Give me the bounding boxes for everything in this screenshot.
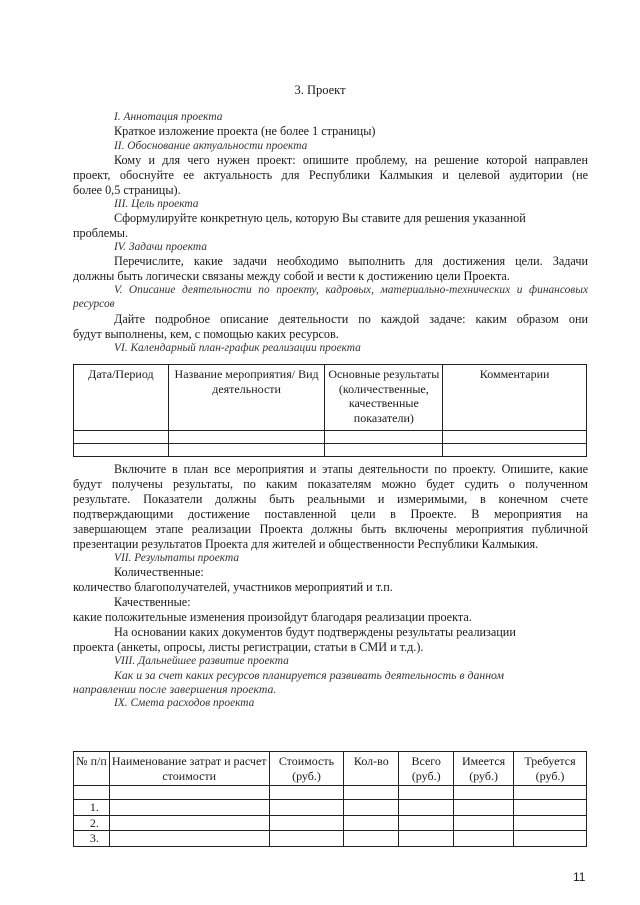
results-documents-line: На основании каких документов будут подтверждены результаты реализации: [114, 625, 516, 639]
activities-heading: V. Описание деятельности по проекту, кадровых, материально-технических и финансовых: [114, 284, 588, 296]
calendar-header-date: Дата/Период: [74, 365, 169, 431]
budget-header-total: Всего (руб.): [399, 752, 454, 786]
relevance-line: проект, обоснуйте ее актуальность для Республики Калмыкия и целевой аудитории (не: [73, 168, 588, 182]
calendar-heading: VI. Календарный план-график реализации проекта: [114, 342, 361, 354]
goal-line: Сформулируйте конкретную цель, которую Вы ставите для решения указанной: [114, 211, 526, 225]
activities-heading: ресурсов: [73, 298, 115, 310]
budget-header-cost: Стоимость (руб.): [269, 752, 344, 786]
calendar-note-line: подтверждающими достижение поставленной цели в Проекте. В мероприятия на: [73, 507, 588, 521]
development-line: направлении после завершения проекта.: [73, 682, 277, 696]
budget-header-quantity: Кол-во: [344, 752, 399, 786]
budget-table: [73, 751, 587, 847]
calendar-note-line: результате. Показатели должны быть реальными и измеримыми, в конечном счете: [73, 492, 588, 506]
page-number: 11: [573, 870, 586, 884]
results-quantitative-label: Количественные:: [114, 565, 204, 579]
results-qualitative-label: Качественные:: [114, 595, 191, 609]
tasks-line: Перечислите, какие задачи необходимо выполнить для достижения цели. Задачи: [114, 254, 588, 268]
budget-row-number: 1.: [74, 800, 110, 816]
annotation-text: Краткое изложение проекта (не более 1 страницы): [114, 124, 376, 138]
development-line: Как и за счет каких ресурсов планируется развивать деятельность в данном: [114, 668, 505, 682]
budget-header-required: Требуется (руб.): [514, 752, 587, 786]
development-heading: VIII. Дальнейшее развитие проекта: [114, 655, 289, 667]
calendar-note-line: будут получены результаты, по каким показателям можно будет судить о полученном: [73, 477, 588, 491]
budget-header-available: Имеется (руб.): [454, 752, 514, 786]
calendar-header-comments: Комментарии: [443, 365, 587, 431]
table-row: [74, 800, 587, 816]
budget-header-name: Наименование затрат и расчет стоимости: [109, 752, 269, 786]
tasks-line: должны быть логически связаны между собой и вести к достижению цели Проекта.: [73, 269, 510, 283]
budget-row-number: 3.: [74, 831, 110, 847]
section-title: 3. Проект: [294, 83, 346, 97]
results-heading: VII. Результаты проекта: [114, 552, 240, 564]
calendar-header-results: Основные результаты (количественные, качественные показатели): [325, 365, 443, 431]
goal-heading: III. Цель проекта: [114, 198, 199, 210]
results-qualitative-text: какие положительные изменения произойдут благодаря реализации проекта.: [73, 610, 472, 624]
table-row: [74, 444, 587, 457]
tasks-heading: IV. Задачи проекта: [114, 241, 207, 253]
calendar-note-line: завершающем этапе реализации Проекта должны быть включены мероприятия публичной: [73, 522, 588, 536]
budget-header-number: № п/п: [74, 752, 110, 786]
relevance-line: более 0,5 страницы).: [73, 183, 181, 197]
calendar-header-activity: Название мероприятия/ Вид деятельности: [168, 365, 325, 431]
table-row: [74, 786, 587, 800]
activities-line: Дайте подробное описание деятельности по каждой задаче: каким образом они: [114, 312, 588, 326]
table-row: [74, 431, 587, 444]
activities-line: будут выполнены, кем, с помощью каких ресурсов.: [73, 327, 339, 341]
results-documents-line: проекта (анкеты, опросы, листы регистрации, статьи в СМИ и т.д.).: [73, 640, 424, 654]
table-row: [74, 831, 587, 847]
goal-line: проблемы.: [73, 226, 129, 240]
annotation-heading: I. Аннотация проекта: [114, 111, 223, 123]
calendar-note-line: Включите в план все мероприятия и этапы деятельности по проекту. Опишите, какие: [114, 462, 588, 476]
relevance-line: Кому и для чего нужен проект: опишите проблему, на решение которой направлен: [114, 153, 588, 167]
budget-row-number: 2.: [74, 815, 110, 831]
table-row: [74, 815, 587, 831]
calendar-note-line: презентации результатов Проекта для жителей и общественности Республики Калмыкия.: [73, 537, 539, 551]
results-quantitative-text: количество благополучателей, участников мероприятий и т.п.: [73, 580, 393, 594]
budget-heading: IX. Смета расходов проекта: [114, 697, 255, 709]
relevance-heading: II. Обоснование актуальности проекта: [114, 140, 308, 152]
calendar-table: [73, 364, 587, 457]
